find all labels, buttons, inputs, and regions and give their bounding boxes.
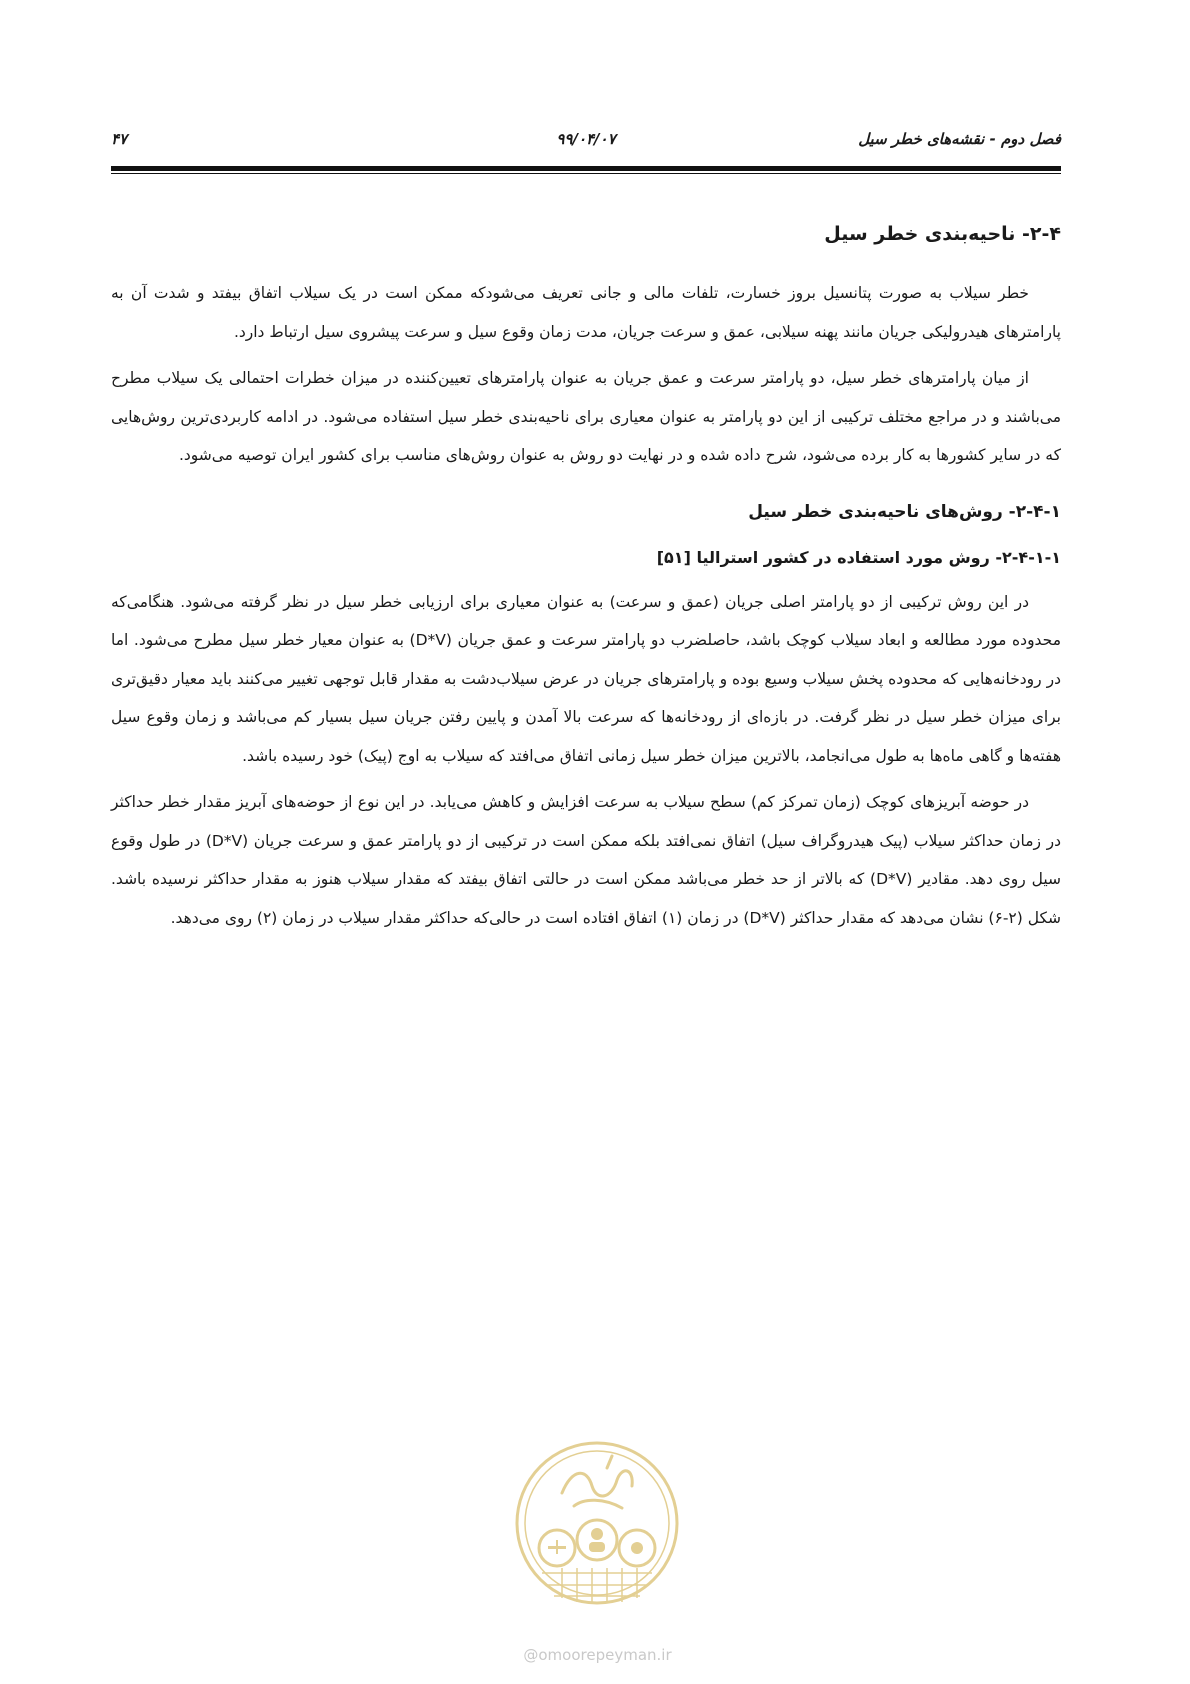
page-number: ۴۷ [111,130,128,148]
subsubsection-heading: ۲-۴-۱-۱- روش مورد استفاده در کشور استرالیا [۵۱] [656,547,1061,567]
watermark-url: @omoorepeyman.ir [523,1646,672,1664]
paragraph: در این روش ترکیبی از دو پارامتر اصلی جریان (عمق و سرعت) به عنوان معیاری برای ارزیابی خطر سیل در نظر گرفته می‌شود. هنگامی‌که محدوده مورد مطالعه و ابعاد سیلاب کوچک باشد، حاصلضرب دو پارامتر سرعت و عمق جریان (D*V) به عنوان معیار خطر سیل مطرح می‌شود. اما در رودخانه‌هایی که محدوده پخش سیلاب وسیع بوده و پارامترهای جریان در عرض سیلاب‌دشت به مقدار قابل توجهی تغییر می‌کنند باید معیار دقیق‌تری برای میزان خطر سیل در نظر گرفت. در بازه‌ای از رودخانه‌ها که سرعت بالا آمدن و پایین رفتن جریان سیل بسیار کم می‌باشد و زمان وقوع سیل هفته‌ها و گاهی ماه‌ها به طول می‌انجامد، بالاترین میزان خطر سیل زمانی اتفاق می‌افتد که سیلاب به اوج (پیک) خود رسیده باشد. [111,592,1061,765]
header-rule-thick [111,166,1061,171]
paragraph: در حوضه آبریزهای کوچک (زمان تمرکز کم) سطح سیلاب به سرعت افزایش و کاهش می‌یابد. در این نوع از حوضه‌های آبریز مقدار خطر حداکثر در زمان حداکثر سیلاب (پیک هیدروگراف سیل) اتفاق نمی‌افتد بلکه ممکن است در ترکیبی از دو پارامتر عمق و سرعت جریان (D*V) در طول وقوع سیل روی دهد. مقادیر (D*V) که بالاتر از حد خطر می‌باشد ممکن است در حالتی اتفاق بیفتد که مقدار سیلاب هنوز به مقدار حداکثر نرسیده باشد. شکل (۲-۶) نشان می‌دهد که مقدار حداکثر (D*V) در زمان (۱) اتفاق افتاده است در حالی‌که حداکثر مقدار سیلاب در زمان (۲) روی می‌دهد. [111,793,1061,927]
header-rule-thin [111,173,1061,174]
page-body [111,218,1061,937]
paragraph: خطر سیلاب به صورت پتانسیل بروز خسارت، تلفات مالی و جانی تعریف می‌شودکه ممکن است در یک سیلاب اتفاق بیفتد و شدت آن به پارامترهای هیدرولیکی جریان مانند پهنه سیلابی، عمق و سرعت جریان، مدت زمان وقوع سیل و سرعت پیشروی سیل ارتباط دارد. [111,284,1061,341]
header-date: ۹۹/۰۴/۰۷ [556,130,616,148]
subsection-heading: ۲-۴-۱- روش‌های ناحیه‌بندی خطر سیل [748,501,1061,522]
chapter-title: فصل دوم - نقشه‌های خطر سیل [858,130,1061,148]
paragraph: از میان پارامترهای خطر سیل، دو پارامتر سرعت و عمق جریان به عنوان پارامترهای تعیین‌کننده در میزان خطرات احتمالی یک سیلاب مطرح می‌باشند و در مراجع مختلف ترکیبی از این دو پارامتر به عنوان معیاری برای ناحیه‌بندی خطر سیل استفاده می‌شود. در ادامه کاربردی‌ترین روش‌هایی که در سایر کشورها به کار برده می‌شود، شرح داده شده و در نهایت دو روش به عنوان روش‌های مناسب برای کشور ایران توصیه می‌شود. [111,369,1061,464]
seal-logo-icon [512,1428,682,1638]
page-header [111,130,1061,154]
section-heading: ۲-۴- ناحیه‌بندی خطر سیل [824,223,1061,245]
